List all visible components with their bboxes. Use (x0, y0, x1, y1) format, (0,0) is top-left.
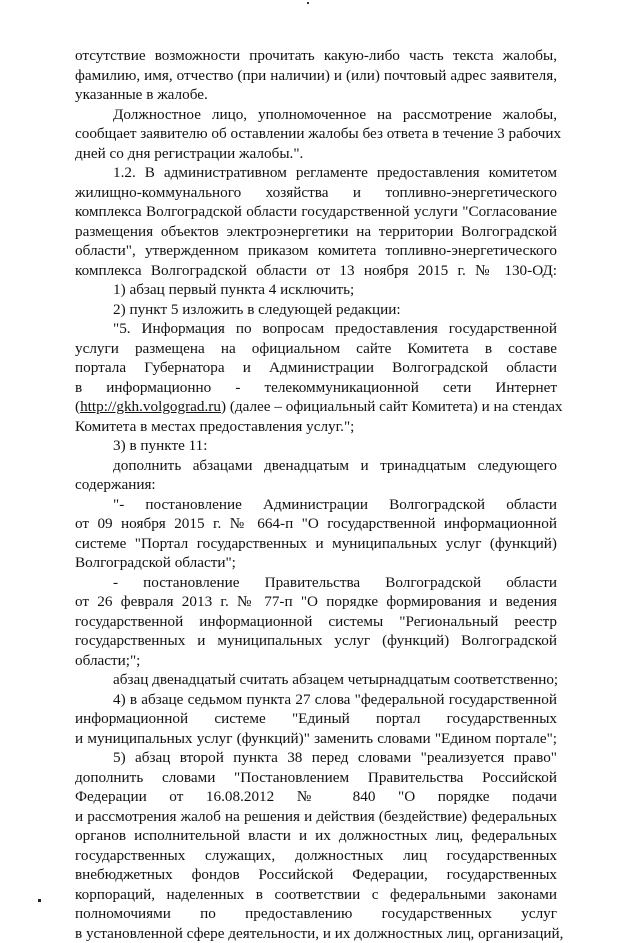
text-line: дней со дня регистрации жалобы.". (75, 144, 557, 164)
text-line: размещения объектов электроэнергетики на территории Волгоградской (75, 222, 557, 242)
text-line: внебюджетных фондов Российской Федерации, государственных (75, 865, 557, 885)
document-body (75, 46, 557, 943)
text-line: жилищно-коммунального хозяйства и топливно-энергетического (75, 183, 557, 203)
text-line: Федерации от 16.08.2012 № 840 "О порядке подачи (75, 787, 557, 807)
text-line: государственных и муниципальных услуг (функций) Волгоградской (75, 631, 557, 651)
text-line: 1) абзац первый пункта 4 исключить; (75, 280, 557, 300)
text-line: области;"; (75, 651, 557, 671)
text-line: 1.2. В административном регламенте предоставления комитетом (75, 163, 557, 183)
text-line: информационной системе "Единый портал государственных (75, 709, 557, 729)
text-line: фамилию, имя, отчество (при наличии) и (или) почтовый адрес заявителя, (75, 66, 557, 86)
text-line: и муниципальных услуг (функций)" заменить словами "Едином портале"; (75, 729, 557, 749)
text-line: государственных служащих, должностных лиц государственных (75, 846, 557, 866)
text-line: 3) в пункте 11: (75, 436, 557, 456)
text-line: государственной информационной системы "Региональный реестр (75, 612, 557, 632)
text-line: дополнить словами "Постановлением Правительства Российской (75, 768, 557, 788)
text-line: услуги размещена на официальном сайте Комитета в составе (75, 339, 557, 359)
text-line: системе "Портал государственных и муниципальных услуг (функций) (75, 534, 557, 554)
text-line: от 26 февраля 2013 г. № 77-п "О порядке формирования и ведения (75, 592, 557, 612)
text-line: "- постановление Администрации Волгоградской области (75, 495, 557, 515)
text-line: абзац двенадцатый считать абзацем четырнадцатым соответственно; (75, 670, 557, 690)
text-line: от 09 ноября 2015 г. № 664-п "О государственной информационной (75, 514, 557, 534)
text-line-with-link: (http://gkh.volgograd.ru) (далее – официальный сайт Комитета) и на стендах (75, 397, 557, 417)
text-line: 5) абзац второй пункта 38 перед словами "реализуется право" (75, 748, 557, 768)
text-line: сообщает заявителю об оставлении жалобы без ответа в течение 3 рабочих (75, 124, 557, 144)
text-line: полномочиями по предоставлению государственных услуг (75, 904, 557, 924)
text-line: - постановление Правительства Волгоградской области (75, 573, 557, 593)
text-line: дополнить абзацами двенадцатым и тринадцатым следующего (75, 456, 557, 476)
text-line: "5. Информация по вопросам предоставления государственной (75, 319, 557, 339)
text-line: в информационно - телекоммуникационной сети Интернет (75, 378, 557, 398)
text-line: 4) в абзаце седьмом пункта 27 слова "федеральной государственной (75, 690, 557, 710)
text-line: комплекса Волгоградской области от 13 ноября 2015 г. № 130-ОД: (75, 261, 557, 281)
text-line: области", утвержденном приказом комитета топливно-энергетического (75, 241, 557, 261)
text-line: и рассмотрения жалоб на решения и действия (бездействие) федеральных (75, 807, 557, 827)
text-line: 2) пункт 5 изложить в следующей редакции: (75, 300, 557, 320)
text-line: указанные в жалобе. (75, 85, 557, 105)
text-line: органов исполнительной власти и их должностных лиц, федеральных (75, 826, 557, 846)
text-line: отсутствие возможности прочитать какую-либо часть текста жалобы, (75, 46, 557, 66)
text-line: Волгоградской области"; (75, 553, 557, 573)
text-line: Должностное лицо, уполномоченное на рассмотрение жалобы, (75, 105, 557, 125)
scan-dot-bottom (38, 899, 41, 902)
text-line: в установленной сфере деятельности, и их должностных лиц, организаций, (75, 924, 557, 943)
website-link[interactable]: http://gkh.volgograd.ru (80, 398, 221, 415)
text-line: Комитета в местах предоставления услуг."; (75, 417, 557, 437)
text-line: портала Губернатора и Администрации Волгоградской области (75, 358, 557, 378)
scan-dot-top (307, 2, 309, 4)
text-line: корпораций, наделенных в соответствии с федеральными законами (75, 885, 557, 905)
text-line: комплекса Волгоградской области государственной услуги "Согласование (75, 202, 557, 222)
text-line: содержания: (75, 475, 557, 495)
